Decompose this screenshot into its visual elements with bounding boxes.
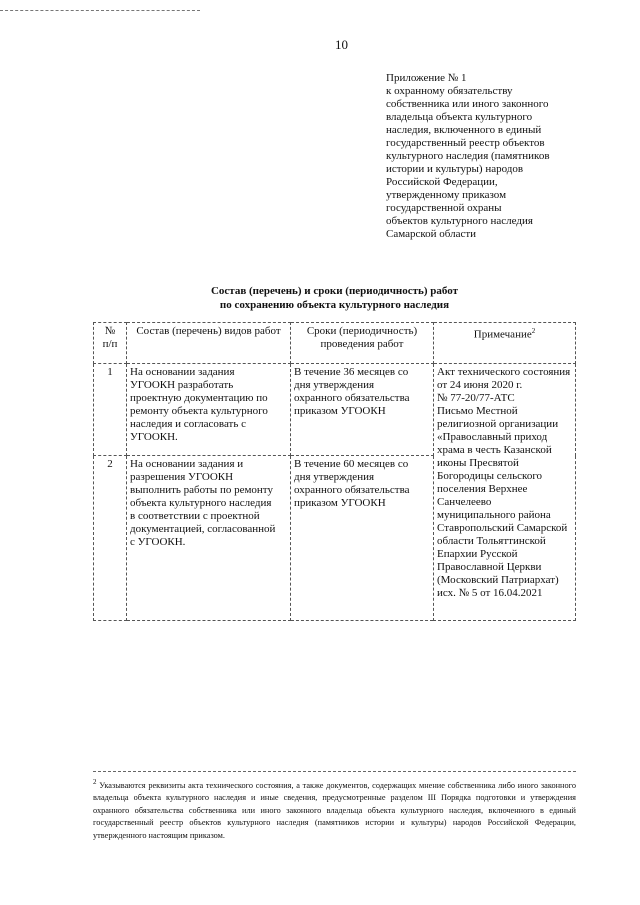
row-term: В течение 60 месяцев со дня утверждения охранного обязательства приказом УГООКН	[291, 456, 434, 621]
row-number: 2	[94, 456, 127, 621]
footnote	[93, 776, 576, 842]
footnote-marker: 2	[93, 778, 97, 786]
footnote-ref: 2	[531, 327, 536, 335]
document-title: Состав (перечень) и сроки (периодичность) работ по сохранению объекта культурного наследия	[210, 285, 459, 311]
header-works: Состав (перечень) видов работ	[127, 323, 291, 364]
top-dashed-line	[0, 10, 200, 11]
page-number: 10	[335, 37, 348, 52]
table-header-row	[94, 323, 576, 364]
works-table	[93, 322, 576, 621]
row-term: В течение 36 месяцев со дня утверждения охранного обязательства приказом УГООКН	[291, 364, 434, 456]
footnote-text: Указываются реквизиты акта технического состояния, а также документов, содержащих мнение собственника либо иного законного владельца объекта культурного наследия и иные сведения, предусмотренные разделом III Порядка подготовки и утверждения охранного обязательства собственника или иного законного владельца объекта культурного наследия, включенного в единый государственный реестр объектов культурного наследия (памятников истории и культуры) народов Российской Федерации, утвержденного настоящим приказом.	[93, 780, 576, 840]
table-row	[94, 364, 576, 456]
annex-header: Приложение № 1 к охранному обязательству собственника или иного законного владельца объекта культурного наследия, включенного в единый государственный реестр объектов культурного наследия (памятников истории и культуры) народов Российской Федерации, утвержденному приказом государственной охраны объектов культурного наследия Самарской области	[386, 72, 550, 240]
row-number: 1	[94, 364, 127, 456]
header-note	[434, 323, 576, 364]
row-work: На основании задания УГООКН разработать проектную документацию по ремонту объекта культурного наследия и согласовать с УГООКН.	[127, 364, 291, 456]
row-work: На основании задания и разрешения УГООКН выполнить работы по ремонту объекта культурного наследия в соответствии с проектной документацией, согласованной с УГООКН.	[127, 456, 291, 621]
row-note: Акт технического состояния от 24 июня 2020 г. № 77-20/77-АТС Письмо Местной религиозной организации «Православный приход храма в честь Казанской иконы Пресвятой Богородицы сельского поселения Верхнее Санчелеево муниципального района Ставропольский Самарской области Тольяттинской Епархии Русской Православной Церкви (Московский Патриархат) исх. № 5 от 16.04.2021	[434, 364, 576, 621]
header-note-label: Примечание	[473, 328, 532, 341]
footnote-divider	[93, 771, 576, 772]
header-terms: Сроки (периодичность) проведения работ	[291, 323, 434, 364]
header-number: № п/п	[94, 323, 127, 364]
